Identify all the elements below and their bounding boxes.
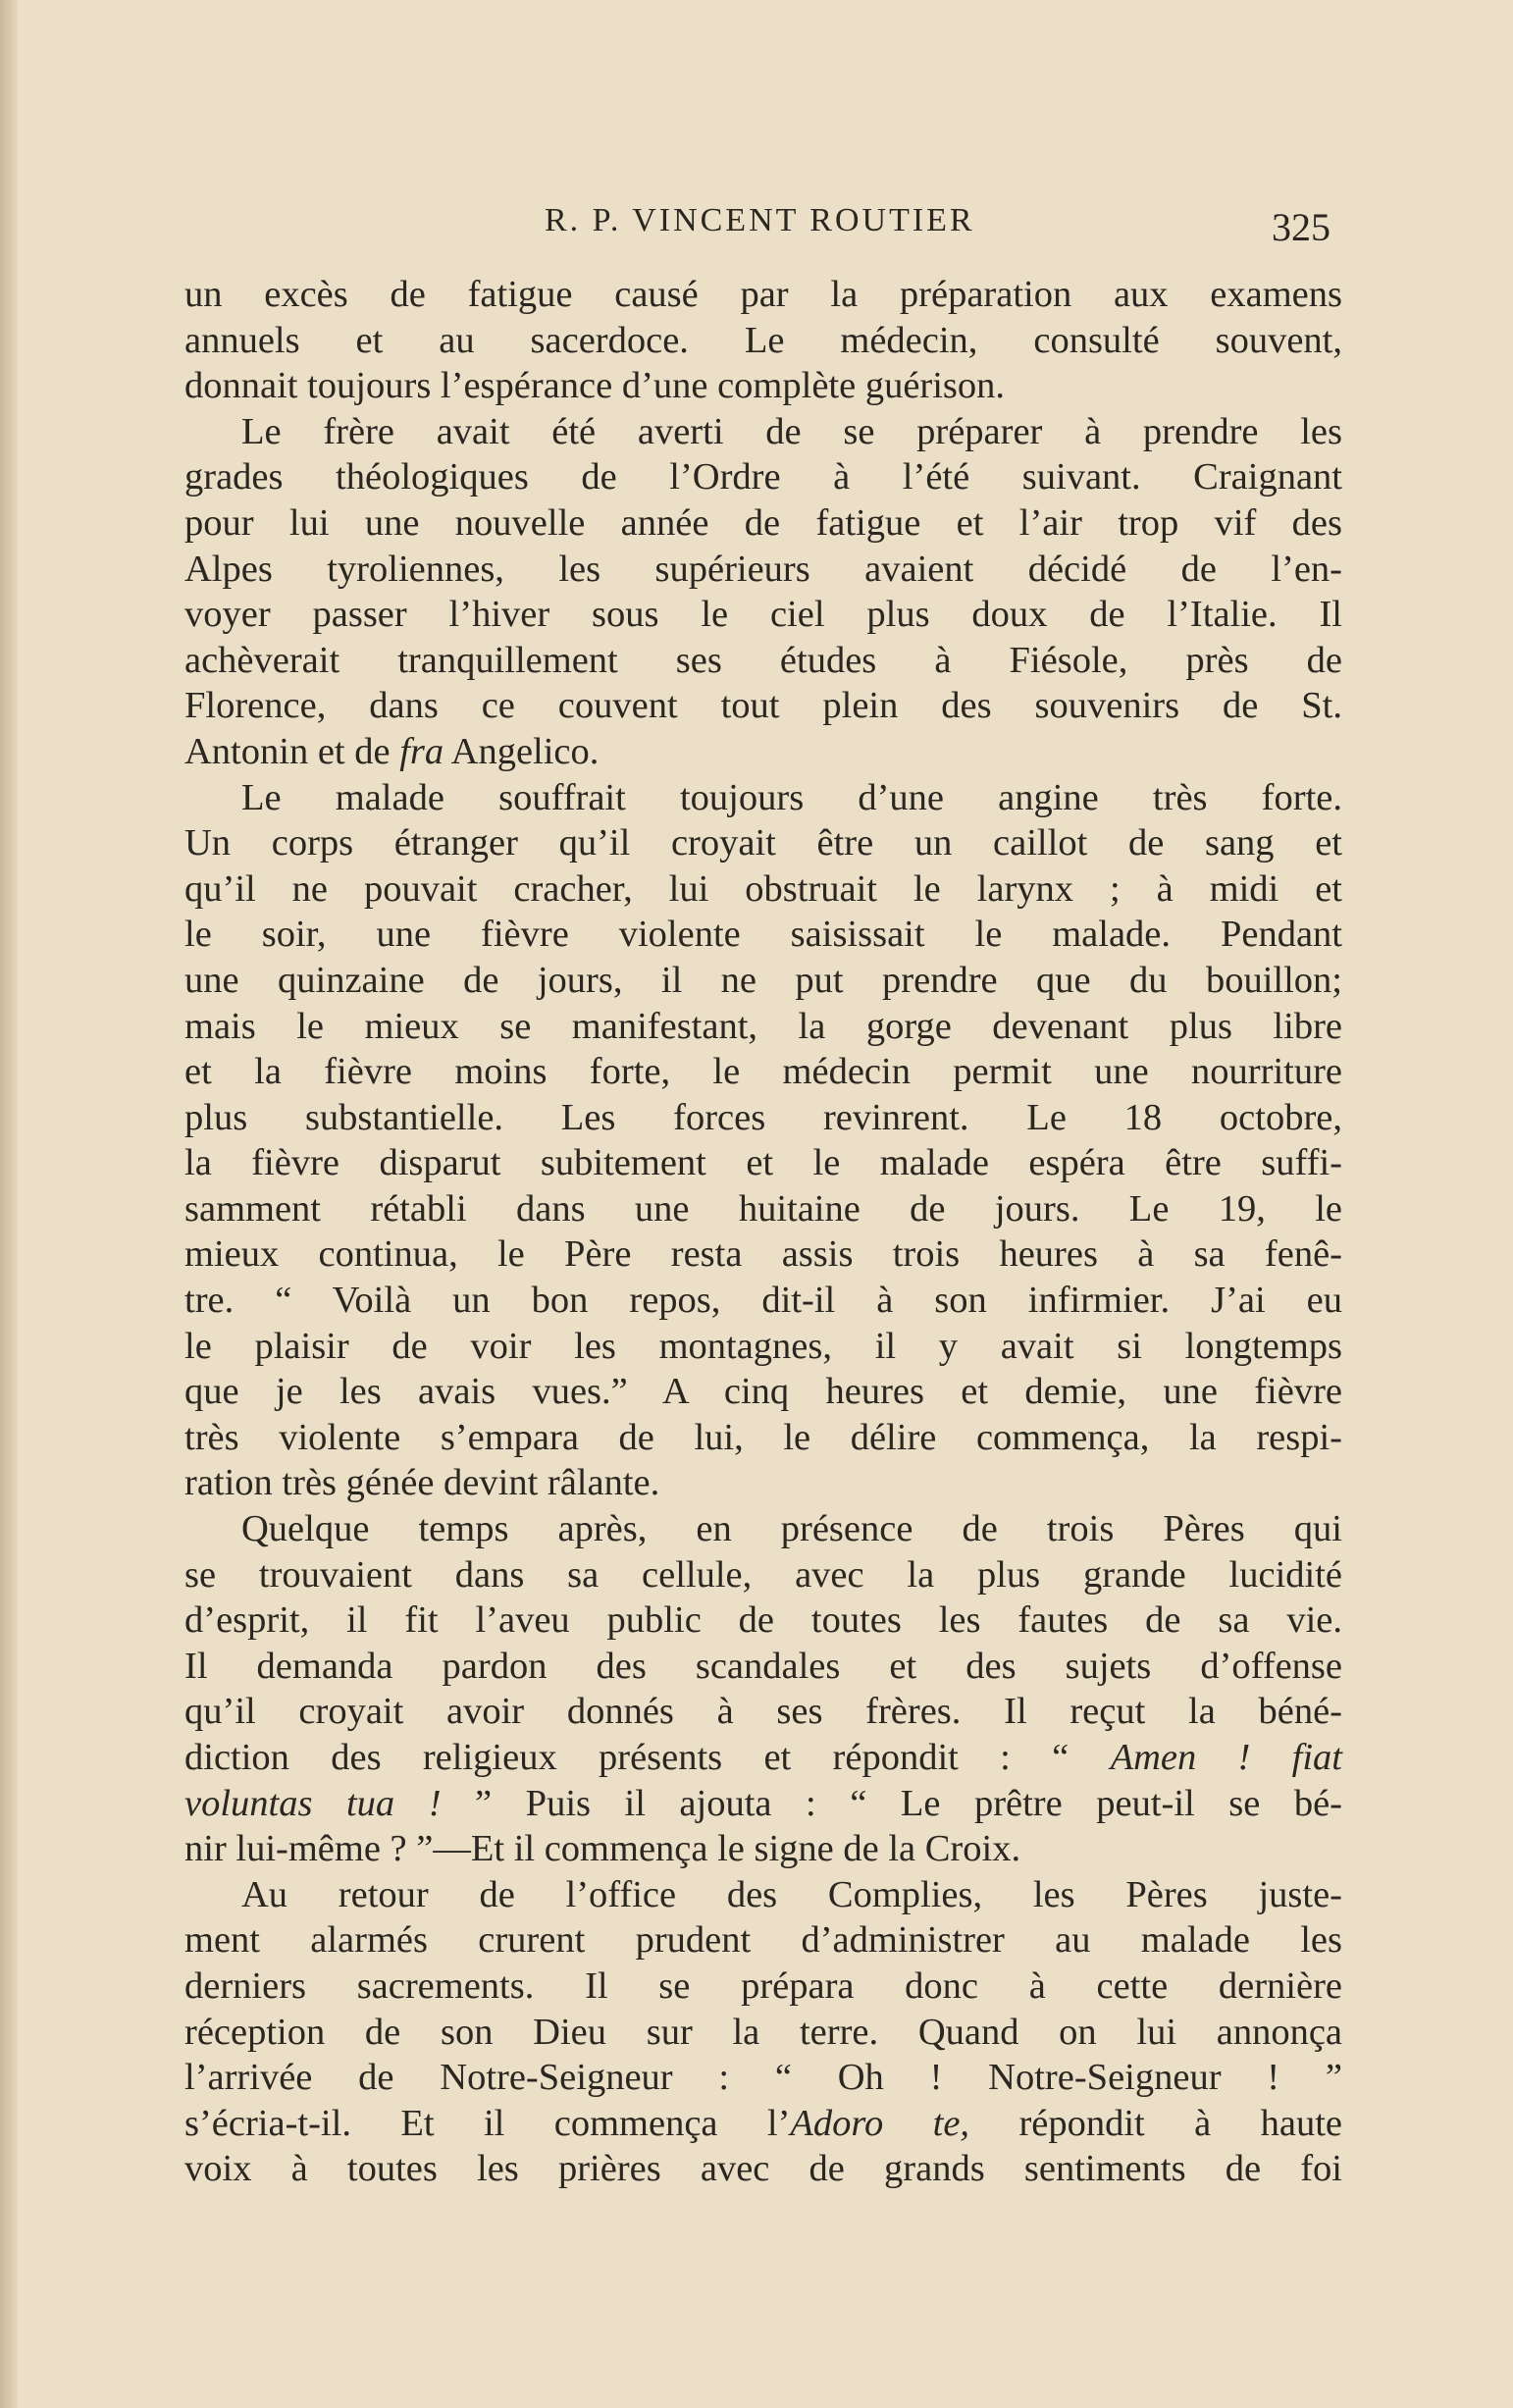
text-run: Angelico. — [443, 730, 600, 772]
text-line: Un corps étranger qu’il croyait être un caillot de sang et — [184, 822, 1342, 864]
page-edge — [0, 0, 18, 2408]
text-line: derniers sacrements. Il se prépara donc à cette dernière — [184, 1964, 1342, 2007]
italic-text: fra — [399, 730, 444, 772]
text-line: et la fièvre moins forte, le médecin permit une nourriture — [184, 1051, 1342, 1093]
text-line: achèverait tranquillement ses études à Fiésole, près de — [184, 639, 1342, 681]
text-line: nir lui-même ? ”—Et il commença le signe de la Croix. — [184, 1828, 1021, 1870]
text-line: pour lui une nouvelle année de fatigue et l’air trop vif des — [184, 501, 1342, 544]
page-number: 325 — [1272, 205, 1330, 249]
text-line: grades théologiques de l’Ordre à l’été suivant. Craignant — [184, 456, 1342, 498]
text-line: samment rétabli dans une huitaine de jours. Le 19, le — [184, 1187, 1342, 1230]
text-line: Au retour de l’office des Complies, les Pères juste- — [241, 1873, 1342, 1915]
text-line: ration très génée devint râlante. — [184, 1462, 660, 1504]
body-text — [184, 272, 1342, 2192]
text-line: Alpes tyroliennes, les supérieurs avaient décidé de l’en- — [184, 548, 1342, 590]
text-line: qu’il croyait avoir donnés à ses frères. Il reçut la béné- — [184, 1691, 1342, 1733]
text-line — [184, 729, 1342, 775]
text-run: ” Puis il ajouta : “ Le prêtre peut-il se bé- — [475, 1782, 1343, 1824]
text-run: Antonin et de — [184, 730, 400, 772]
text-line: Il demanda pardon des scandales et des sujets d’offense — [184, 1645, 1342, 1687]
text-line: donnait toujours l’espérance d’une complète guérison. — [184, 365, 1006, 407]
text-line: tre. “ Voilà un bon repos, dit-il à son infirmier. J’ai eu — [184, 1280, 1342, 1322]
text-line: se trouvaient dans sa cellule, avec la plus grande lucidité — [184, 1553, 1342, 1596]
text-line: voyer passer l’hiver sous le ciel plus doux de l’Italie. Il — [184, 594, 1342, 636]
text-line: plus substantielle. Les forces revinrent. Le 18 octobre, — [184, 1096, 1342, 1138]
text-line: mieux continua, le Père resta assis trois heures à sa fenê- — [184, 1233, 1342, 1276]
text-line: d’esprit, il fit l’aveu public de toutes les fautes de sa vie. — [184, 1599, 1342, 1642]
text-line: très violente s’empara de lui, le délire commença, la respi- — [184, 1416, 1342, 1458]
running-title: R. P. VINCENT ROUTIER — [545, 202, 975, 238]
text-line: l’arrivée de Notre-Seigneur : “ Oh ! Notre-Seigneur ! ” — [184, 2057, 1342, 2099]
text-line — [184, 2101, 1342, 2147]
text-line — [184, 1735, 1342, 1781]
text-line: Le malade souffrait toujours d’une angine très forte. — [241, 776, 1342, 818]
text-line: le soir, une fièvre violente saisissait le malade. Pendant — [184, 914, 1342, 956]
text-line: Le frère avait été averti de se préparer à prendre les — [241, 410, 1342, 452]
text-line: Florence, dans ce couvent tout plein des souvenirs de St. — [184, 685, 1342, 727]
text-line — [184, 1781, 1342, 1827]
italic-text: voluntas tua ! — [184, 1782, 476, 1824]
text-line: ment alarmés crurent prudent d’administrer au malade les — [184, 1919, 1342, 1962]
text-run: s’écria-t-il. Et il commença l’ — [184, 2102, 791, 2144]
text-line: qu’il ne pouvait cracher, lui obstruait le larynx ; à midi et — [184, 867, 1342, 910]
text-line: que je les avais vues.” A cinq heures et demie, une fièvre — [184, 1371, 1342, 1413]
page-header — [0, 196, 1513, 255]
text-line: une quinzaine de jours, il ne put prendre que du bouillon; — [184, 959, 1342, 1001]
text-line: un excès de fatigue causé par la préparation aux examens — [184, 274, 1342, 315]
text-line: le plaisir de voir les montagnes, il y avait si longtemps — [184, 1325, 1342, 1367]
text-line: réception de son Dieu sur la terre. Quand on lui annonça — [184, 2011, 1342, 2053]
text-line: annuels et au sacerdoce. Le médecin, consulté souvent, — [184, 319, 1342, 361]
italic-text: Amen ! fiat — [1110, 1737, 1342, 1778]
text-run: répondit à haute — [969, 2102, 1343, 2144]
text-line: mais le mieux se manifestant, la gorge devenant plus libre — [184, 1005, 1342, 1047]
italic-text: Adoro te, — [790, 2102, 970, 2144]
text-run: diction des religieux présents et répondit : “ — [184, 1737, 1111, 1778]
text-line: Quelque temps après, en présence de trois Pères qui — [241, 1508, 1342, 1550]
text-line: la fièvre disparut subitement et le malade espéra être suffi- — [184, 1142, 1342, 1184]
text-line: voix à toutes les prières avec de grands sentiments de foi — [184, 2148, 1342, 2190]
